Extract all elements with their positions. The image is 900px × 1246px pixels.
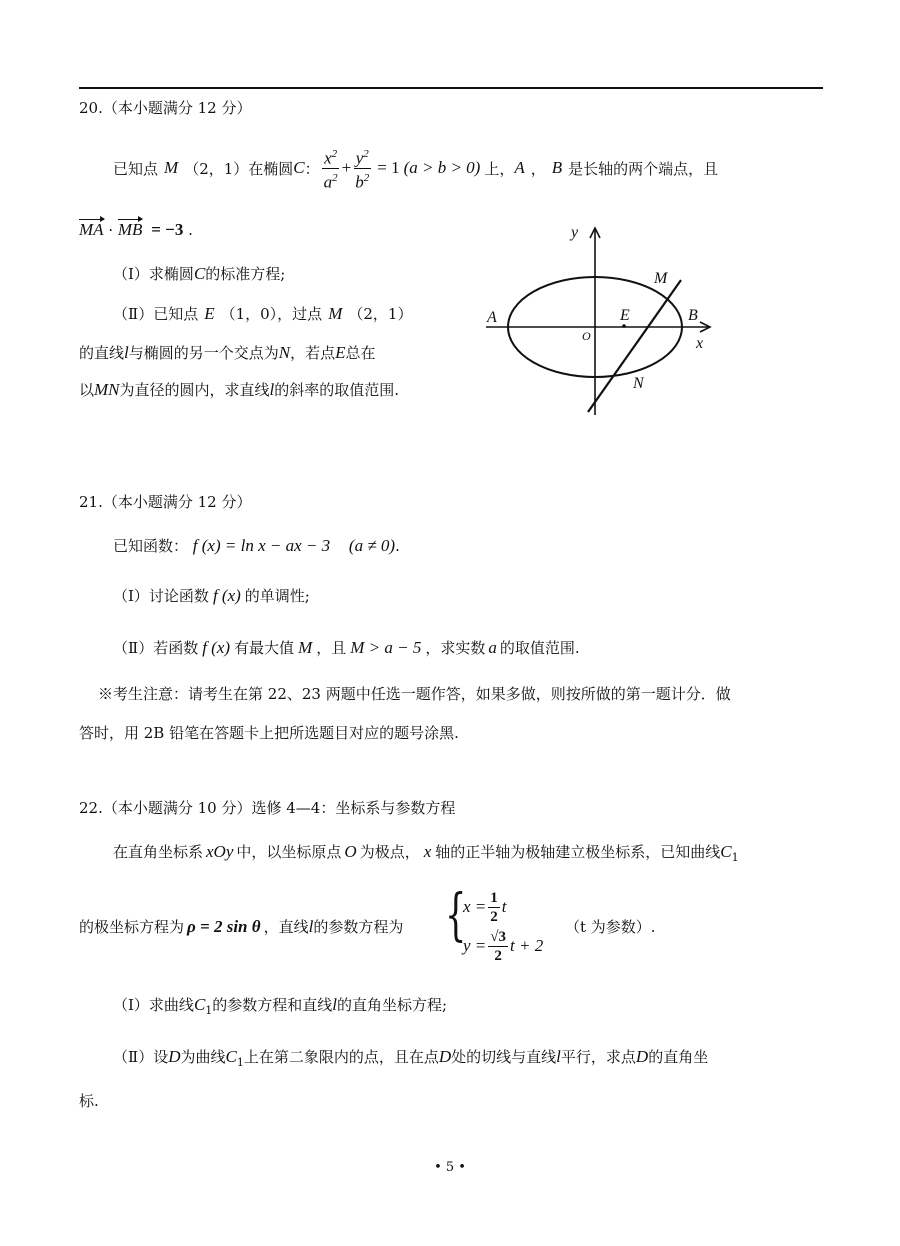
q20-text: 总在 — [345, 344, 376, 362]
q22-x: x — [423, 842, 432, 861]
label-y: y — [571, 224, 579, 241]
q22-polar-equation: ρ = 2 sin θ — [187, 917, 261, 936]
q22-text: 为极点， — [359, 843, 420, 861]
q20-text: ， — [530, 159, 546, 178]
q21-part1 — [113, 585, 310, 606]
q22-text: （Ⅱ）设 — [113, 1048, 169, 1066]
note-line1: ※考生注意：请考生在第 22、23 两题中任选一题作答，如果多做，则按所做的第一题计分．做 — [98, 685, 731, 703]
q20-text: （2，1） — [348, 305, 413, 323]
q20-part1-text: （Ⅰ）求椭圆 — [113, 265, 194, 283]
q21-text: （Ⅱ）若函数 — [113, 639, 199, 657]
q21-header: 21.（本小题满分 12 分） — [79, 493, 252, 511]
q20-part1-c: C — [193, 264, 206, 283]
q20-point-n: N — [278, 343, 291, 362]
q20-condition: (a > b > 0) — [403, 158, 481, 177]
q22-origin-o: O — [344, 842, 357, 861]
q20-line-l: l — [124, 343, 129, 362]
q20-text: （Ⅱ）已知点 — [113, 305, 199, 323]
q21-inequality: M > a − 5 — [350, 638, 422, 657]
q20-text: 是长轴的两个端点，且 — [568, 159, 719, 178]
q22-param-x-lhs: x = — [463, 897, 487, 916]
q22-param-x — [463, 890, 507, 924]
q22-xoy: xOy — [206, 842, 234, 861]
label-o: O — [582, 329, 591, 343]
q21-text: 已知函数： — [113, 537, 189, 555]
q21-text: （Ⅰ）讨论函数 — [113, 587, 209, 605]
q20-eq-one: = 1 — [377, 158, 400, 177]
q22-part2 — [113, 1046, 708, 1069]
q22-text: 的直角坐标方程; — [337, 996, 448, 1014]
q21-line1 — [113, 535, 400, 556]
label-b: B — [688, 307, 698, 324]
q21-function-f: f (x) — [212, 586, 241, 605]
q22-curve-c-sub: 1 — [236, 1056, 244, 1069]
q22-text: 为曲线 — [180, 1048, 226, 1066]
q22-text: ，直线 — [263, 918, 309, 936]
q20-part1-end: 的标准方程; — [205, 265, 286, 283]
q22-point-d: D — [635, 1047, 649, 1066]
q22-header: 22.（本小题满分 10 分）选修 4—4：坐标系与参数方程 — [79, 799, 456, 817]
q22-param-y-fraction: $\frac{√3}{2}$ — [490, 928, 507, 964]
q22-text: 上在第二象限内的点，且在点 — [243, 1048, 439, 1066]
q22-curve-c-sub: 1 — [205, 1004, 213, 1017]
q20-part1 — [113, 263, 285, 284]
q20-fraction-y: $\frac{y^2}{b^2}$ — [353, 145, 371, 191]
q22-text: 在直角坐标系 — [113, 843, 204, 861]
label-x: x — [696, 335, 704, 352]
q22-curve-c: C — [193, 995, 206, 1014]
q22-param-y-rest: t + 2 — [510, 936, 544, 955]
ellipse-figure — [478, 220, 728, 420]
q21-function: f (x) = ln x − ax − 3 — [192, 536, 331, 555]
q22-line-l: l — [308, 917, 314, 936]
q21-text: 的单调性; — [244, 587, 310, 605]
q20-header: 20.（本小题满分 12 分） — [79, 99, 252, 117]
q20-ellipse-c: C — [293, 158, 305, 177]
q21-text: ，求实数 — [425, 639, 486, 657]
q20-text: 的直线 — [79, 344, 125, 362]
q22-text: 平行，求点 — [560, 1048, 636, 1066]
q21-text: 有最大值 — [234, 639, 295, 657]
q20-point-e: E — [335, 343, 346, 362]
q20-vector-ma: MA — [79, 220, 104, 239]
q22-line1 — [113, 841, 739, 864]
q22-text: 中，以坐标原点 — [236, 843, 342, 861]
q21-condition: (a ≠ 0) — [348, 536, 396, 555]
q20-part2-line1 — [113, 303, 412, 324]
q21-max-m: M — [298, 638, 313, 657]
q20-point-m: M — [164, 158, 179, 177]
q20-text: 为直径的圆内，求直线 — [119, 381, 270, 399]
q20-eq-value: = −3 — [151, 220, 184, 239]
q20-text: （2，1）在椭圆 — [184, 159, 294, 178]
q20-text: . — [188, 221, 193, 239]
q20-point-m: M — [328, 304, 343, 323]
q20-fraction-x: $\frac{x^2}{a^2}$ — [322, 145, 340, 191]
q22-param-y-lhs: y = — [463, 936, 487, 955]
label-n: N — [633, 375, 644, 392]
q20-point-a: A — [514, 158, 525, 177]
q22-curve-c: C — [720, 842, 732, 861]
q22-part1 — [113, 994, 447, 1017]
q20-point-b: B — [551, 158, 563, 177]
q21-text: . — [395, 537, 400, 555]
q22-param-y — [463, 929, 543, 963]
q20-text: 与椭圆的另一个交点为 — [128, 344, 279, 362]
q21-text: ，且 — [316, 639, 347, 657]
q20-text: ，若点 — [290, 344, 336, 362]
q22-point-d: D — [438, 1047, 452, 1066]
q21-function-f: f (x) — [202, 638, 231, 657]
q22-param-note: （t 为参数）. — [565, 918, 656, 936]
q22-line2 — [79, 916, 403, 937]
q20-part2-line3 — [79, 379, 399, 400]
q22-brace: { — [445, 883, 467, 948]
note-line2: 答时，用 2B 铅笔在答题卡上把所选题目对应的题号涂黑. — [79, 724, 459, 742]
line-l — [588, 280, 681, 412]
q22-text: 的极坐标方程为 — [79, 918, 185, 936]
q22-line-l: l — [332, 995, 338, 1014]
q20-vector-line — [79, 220, 193, 240]
q22-text: 的参数方程和直线 — [212, 996, 333, 1014]
q20-text: ： — [304, 159, 320, 178]
q22-part2-end: 标. — [79, 1092, 99, 1110]
q22-line-l: l — [556, 1047, 561, 1066]
q22-param-x-fraction: $\frac{1}{2}$ — [490, 889, 498, 925]
q20-text: 已知点 — [113, 159, 159, 178]
q22-curve-c-sub: 1 — [731, 851, 739, 864]
q21-text: 的取值范围. — [499, 639, 580, 657]
label-m: M — [654, 270, 668, 287]
q20-text: 上， — [484, 159, 515, 178]
q22-text: 的直角坐 — [648, 1048, 709, 1066]
header-rule — [79, 87, 823, 89]
q20-text: 的斜率的取值范围. — [274, 381, 400, 399]
q22-curve-c: C — [225, 1047, 237, 1066]
q20-segment-mn: MN — [94, 380, 120, 399]
label-a: A — [487, 309, 497, 326]
q20-part2-line2 — [79, 342, 376, 363]
q22-text: 轴的正半轴为极轴建立极坐标系，已知曲线 — [435, 843, 721, 861]
q20-text: 以 — [79, 381, 95, 399]
q20-text: （1，0），过点 — [220, 305, 323, 323]
q20-line-l: l — [269, 380, 275, 399]
q22-point-d: D — [168, 1047, 181, 1066]
q22-text: 处的切线与直线 — [451, 1048, 557, 1066]
q21-var-a: a — [488, 638, 497, 657]
q20-dot: · — [108, 221, 114, 239]
q20-line1: 已知点 M （2，1）在椭圆 C ： $\frac{x^2}{a^2}$ + $\frac{y^2}{b^2}$ = 1 (a > b > 0) 上， A ， B 是长轴的两个端点，且 — [113, 143, 718, 193]
q22-param-x-t: t — [501, 897, 507, 916]
point-e-dot — [622, 324, 626, 328]
q22-text: （Ⅰ）求曲线 — [113, 996, 194, 1014]
q22-text: 的参数方程为 — [313, 918, 404, 936]
q21-part2 — [113, 637, 580, 658]
q20-point-e: E — [204, 304, 215, 323]
page-number: • 5 • — [434, 1160, 466, 1175]
label-e: E — [620, 307, 630, 324]
q20-vector-mb: MB — [117, 220, 143, 239]
